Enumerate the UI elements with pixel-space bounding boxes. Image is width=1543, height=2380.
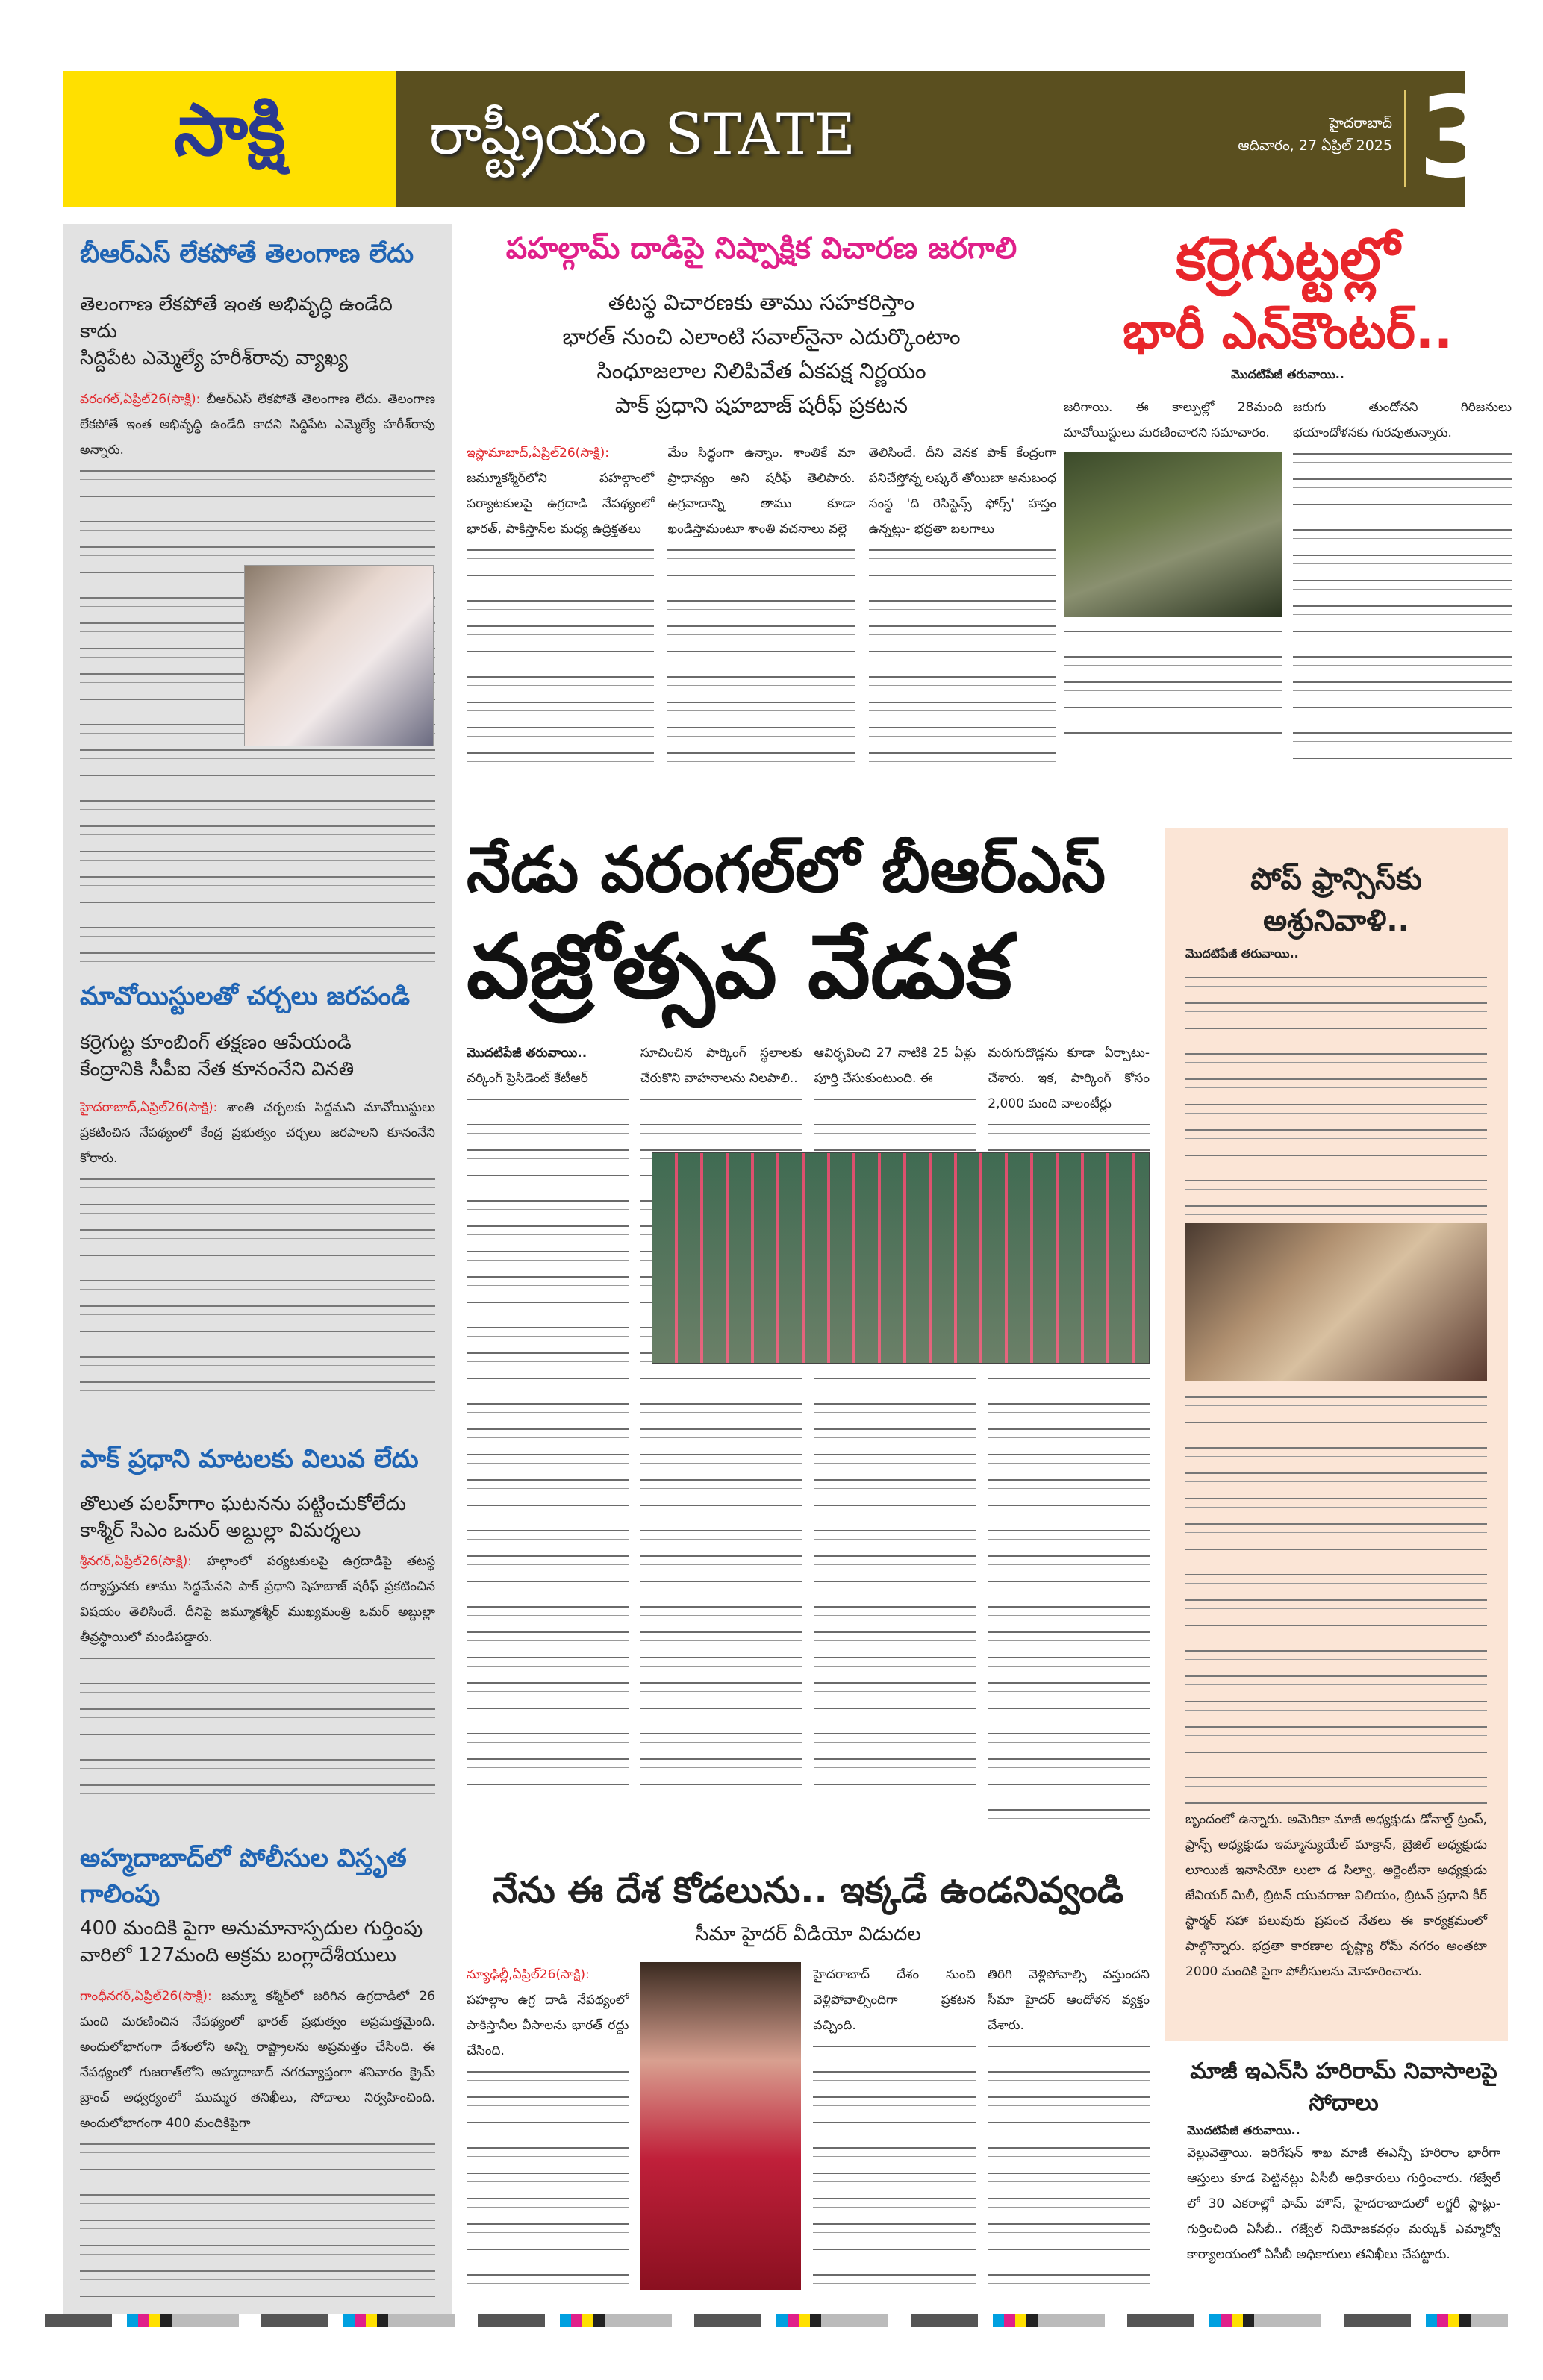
subheadline: సింధూజలాల నిలిపివేత ఏకపక్ష నిర్ణయం — [596, 358, 926, 384]
brs-article — [80, 239, 435, 966]
subheadline: సిద్దిపేట ఎమ్మెల్యే హరీశ్‌రావు వ్యాఖ్య — [80, 347, 348, 369]
dateline: శ్రీనగర్,ఏప్రిల్26(సాక్షి): — [80, 1554, 192, 1569]
body-text: తెలిసిందే. దీని వెనక పాక్ కేంద్రంగా పనిచేస్తోన్న లష్కరే తోయిబా అనుబంధ సంస్థ 'ది రెసిస్టెన్స్ ఫోర్స్' హస్తం ఉన్నట్లు- భద్రతా బలగాలు — [868, 446, 1056, 537]
body-text: జమ్మూ కశ్మీర్‌లో జరిగిన ఉగ్రదాడిలో 26 మంది మరణించిన నేపథ్యంలో భారత్ ప్రభుత్వం అప్రమత్తమైంది. అందులోభాగంగా దేశంలోని అన్ని రాష్ట్రాలను అప్రమత్తం చేసింది. ఈ నేపథ్యంలో గుజరాత్‌లోని అహ్మదాబాద్ నగరవ్యాప్తంగా శనివారం క్రైమ్ బ్రాంచ్ అధ్వర్యంలో ముమ్మర తనిఖీలు, సోదాలు నిర్వహించింది. అందులోభాగంగా 400 మందికిపైగా — [80, 1989, 435, 2131]
logo-text: సాక్షి — [173, 88, 286, 172]
dateline: హైదరాబాద్,ఏప్రిల్26(సాక్షి): — [80, 1100, 218, 1115]
logo — [63, 71, 396, 207]
continued-label: మొదటిపేజీ తరువాయి.. — [1185, 946, 1299, 961]
dateline: వరంగల్,ఏప్రిల్26(సాక్షి): — [80, 392, 201, 407]
page-number: 3 — [1418, 73, 1497, 203]
body-text: మరుగుదొడ్లను కూడా ఏర్పాటు- చేశారు. ఇక, పార్కింగ్ కోసం 2,000 మంది వాలంటీర్లు — [988, 1046, 1150, 1111]
subheadline: సీమా హైదర్ వీడియో విడుదల — [695, 1923, 921, 1946]
left-sidebar — [63, 224, 452, 2314]
body-text-continued — [80, 2136, 435, 2314]
headline-line: వజ్రోత్సవ వేడుక — [467, 915, 1012, 1018]
headline: అహ్మదాబాద్‌లో పోలీసుల విస్తృత గాలింపు — [80, 1843, 407, 1909]
body-text: జమ్మూకశ్మీర్‌లోని పహల్గాంలో పర్యాటకులపై ఉగ్రదాడి నేపథ్యంలో భారత్, పాకిస్తాన్‌ల మధ్య ఉద్రిక్తతలు — [467, 471, 655, 537]
subheadline: తెలంగాణ లేకపోతే ఇంత అభివృద్ధి ఉండేది కాదు — [80, 293, 393, 343]
headline-line: భారీ ఎన్‌కౌంటర్.. — [1122, 302, 1453, 360]
subheadline: తటస్థ విచారణకు తాము సహకరిస్తాం — [608, 290, 915, 315]
body-text: హల్గాంలో పర్యటకులపై ఉగ్రదాడిపై తటస్థ దర్యాప్తునకు తాము సిద్ధమేనని పాక్ ప్రధాని షెహబాజ్ షరీఫ్ ప్రకటించిన విషయం తెలిసిందే. దీనిపై జమ్మూకశ్మీర్ ముఖ్యమంత్రి ఒమర్ అబ్దుల్లా తీవ్రస్థాయిలో మండిపడ్డారు. — [80, 1554, 435, 1645]
headline: పహల్గామ్ దాడిపై నిష్పాక్షిక విచారణ జరగాలి — [505, 231, 1017, 266]
headline: పాక్ ప్రధాని మాటలకు విలువ లేదు — [80, 1444, 419, 1474]
dateline: ఇస్లామాబాద్,ఏప్రిల్26(సాక్షి): — [467, 446, 610, 460]
maoist-article — [80, 981, 435, 1429]
body-text: జరిగాయి. ఈ కాల్పుల్లో 28మంది మావోయిస్టులు మరణించారని సమాచారం. — [1064, 400, 1282, 440]
body-text: బృందంలో ఉన్నారు. అమెరికా మాజీ అధ్యక్షుడు డోనాల్డ్ ట్రంప్, ఫ్రాన్స్ అధ్యక్షుడు ఇమ్మాన్యుయేల్ మాక్రాన్, బ్రెజిల్ అధ్యక్షుడు లూయిజ్ ఇనాసియో లులా డ సిల్వా, అర్జెంటీనా అధ్యక్షుడు జేవియర్ మిలీ, బ్రిటన్ యువరాజు విలియం, బ్రిటన్ ప్రధాని కీర్ స్టార్మర్ సహా పలువురు ప్రపంచ నేతలు ఈ కార్యక్రమంలో పాల్గొన్నారు. భద్రతా కారణాల దృష్ట్యా రోమ్ నగరం అంతటా 2000 మందికి పైగా పోలీసులను మోహరించారు. — [1185, 1812, 1487, 1979]
city: హైదరాబాద్ — [1329, 115, 1392, 131]
registration-strip — [45, 2314, 1508, 2327]
pak-article — [80, 1444, 435, 1828]
continued-label: మొదటిపేజీ తరువాయి.. — [1231, 367, 1344, 381]
body-text: వర్కింగ్ ప్రెసిడెంట్ కేటీఆర్ — [467, 1071, 588, 1086]
body-text-continued — [80, 1171, 435, 1395]
body-text: మేం సిద్ధంగా ఉన్నాం. శాంతికే మా ప్రాధాన్యం అని షరీఫ్ తెలిపారు. ఉగ్రవాదాన్ని తాము కూడా ఖండిస్తామంటూ శాంతి వచనాలు వల్లె — [667, 446, 855, 537]
subheadline: కర్రెగుట్ట కూంబింగ్ తక్షణం ఆపేయండి — [80, 1031, 352, 1054]
headline: బీఆర్ఎస్ లేకపోతే తెలంగాణ లేదు — [80, 239, 414, 269]
headline-line: కర్రెగుట్టల్లో — [1176, 226, 1400, 293]
ahmedabad-article — [80, 1843, 435, 2314]
subheadline: కాశ్మీర్ సిఎం ఒమర్ అబ్దుల్లా విమర్శలు — [80, 1519, 361, 1542]
karregutta-article — [1064, 224, 1512, 806]
subheadline: 400 మందికి పైగా అనుమానాస్పదుల గుర్తింపు — [80, 1917, 423, 1940]
security-forces-photo — [1064, 452, 1282, 617]
continued-label: మొదటిపేజీ తరువాయి.. — [1187, 2123, 1300, 2137]
continued-label: మొదటిపేజీ తరువాయి.. — [467, 1046, 587, 1061]
body-text: తిరిగి వెళ్లిపోవాల్సి వస్తుందని సీమా హైదర్ ఆందోళన వ్యక్తం చేశారు. — [987, 1967, 1150, 2033]
date: ఆదివారం, 27 ఏప్రిల్ 2025 — [1238, 137, 1392, 154]
body-text: పహల్గాం ఉగ్ర దాడి నేపథ్యంలో పాకిస్తానీల వీసాలను భారత్ రద్దు చేసింది. — [467, 1993, 629, 2058]
subheadline: కేంద్రానికి సీపీఐ నేత కూనంనేని వినతి — [80, 1058, 355, 1081]
body-text: శాంతి చర్చలకు సిద్ధమని మావోయిస్టులు ప్రకటించిన నేపథ్యంలో కేంద్ర ప్రభుత్వం చర్చలు జరపాలని కూనంనేని కోరారు. — [80, 1100, 435, 1166]
body-text: జరుగు తుందోనని గిరిజనులు భయాందోళనకు గురవుతున్నారు. — [1293, 400, 1512, 440]
headline: పోప్ ఫ్రాన్సిస్‌కు అశ్రునివాళి.. — [1250, 862, 1422, 938]
dateline-box — [1138, 112, 1392, 157]
headline: మావోయిస్టులతో చర్చలు జరపండి — [80, 981, 411, 1011]
harish-rao-photo — [244, 565, 434, 746]
venue-photo — [652, 1152, 1150, 1364]
headline: నేను ఈ దేశ కోడలును.. ఇక్కడే ఉండనివ్వండి — [492, 1870, 1124, 1911]
pahalgam-article — [467, 231, 1056, 806]
dateline: గాంధీనగర్,ఏప్రిల్26(సాక్షి): — [80, 1989, 212, 2004]
headline — [1064, 224, 1512, 367]
subheadline: తొలుత పలహ్‌గాం ఘటనను పట్టించుకోలేదు — [80, 1493, 406, 1515]
dateline: న్యూఢిల్లీ,ఏప్రిల్26(సాక్షి): — [467, 1967, 590, 1982]
subheadline: భారత్ నుంచి ఎలాంటి సవాల్‌నైనా ఎదుర్కొంటాం — [562, 324, 961, 349]
seema-article — [467, 1870, 1150, 2310]
body-text: ఆవిర్భవించి 27 నాటికి 25 ఏళ్లు పూర్తి చేసుకుంటుంది. ఈ — [814, 1046, 976, 1086]
body-text-continued — [80, 1650, 435, 1799]
body-text: బీఆర్ఎస్ లేకపోతే తెలంగాణ లేదు. తెలంగాణ లేకపోతే ఇంత అభివృద్ధి ఉండేది కాదని సిద్దిపేట ఎమ్మెల్యే హరీశ్‌రావు అన్నారు. — [80, 392, 435, 457]
seema-haider-photo — [640, 1962, 801, 2290]
hariram-article — [1187, 2056, 1500, 2310]
headline: మాజీ ఇఎన్‌సి హరిరామ్ నివాసాలపై సోదాలు — [1190, 2058, 1497, 2116]
body-text: హైదరాబాద్ దేశం నుంచి వెళ్లిపోవాల్సిందిగా ప్రకటన వచ్చింది. — [813, 1967, 976, 2033]
subheadline: పాక్ ప్రధాని షహబాజ్ షరీఫ్ ప్రకటన — [614, 393, 908, 418]
section-title: రాష్ట్రీయం STATE — [429, 101, 855, 167]
headline-line: నేడు వరంగల్‌లో బీఆర్ఎస్ — [467, 833, 1106, 906]
headline — [467, 828, 1150, 1022]
brs-celebration-article — [467, 828, 1150, 1851]
funeral-photo — [1185, 1223, 1487, 1381]
body-text: సూచించిన పార్కింగ్ స్థలాలకు చేరుకొని వాహనాలను నిలపాలి.. — [640, 1046, 802, 1086]
pope-article — [1165, 828, 1508, 2041]
divider — [1404, 90, 1406, 187]
masthead — [63, 71, 1497, 207]
body-text: వెల్లువెత్తాయి. ఇరిగేషన్ శాఖ మాజీ ఈఎన్సీ హరిరాం భారీగా ఆస్తులు కూడ పెట్టినట్లు ఏసీబీ అధికారులు గుర్తించారు. గజ్వేల్ లో 30 ఎకరాల్లో ఫామ్ హౌస్, హైదరాబాదులో లగ్జరీ ప్లాట్లు- గుర్తించింది ఏసీబీ.. గజ్వేల్ నియోజకవర్గం మర్కుక్ ఎమ్మార్వో కార్యాలయంలో ఏసీబీ అధికారులు తనిఖీలు చేపట్టారు. — [1187, 2146, 1500, 2262]
subheadline: వారిలో 127మంది అక్రమ బంగ్లాదేశీయులు — [80, 1944, 396, 1967]
